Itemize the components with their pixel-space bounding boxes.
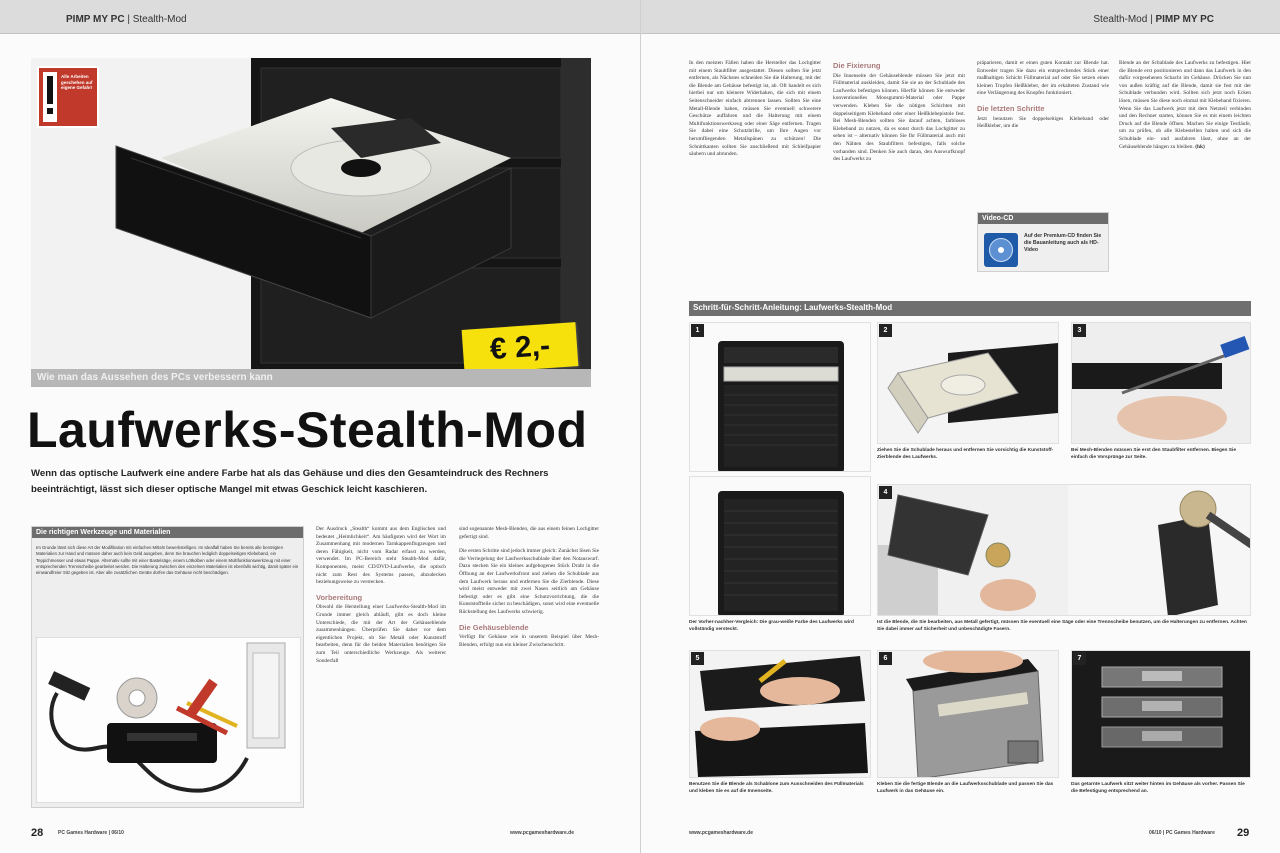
- step-3-photo: [1071, 322, 1251, 444]
- tools-box-text: Im Grunde lässt sich diese Art der Modifikation mit einfachen Mitteln bewerkstelligen. Im Idealfall haben Sie bereits alle benötigten Materialien zur Hand und müssen daher auch kein Geld ausgeben, denn Sie brauchen lediglich doppelseitiges Klebeband, ein Teppichmesser und etwas Pappe. Alternativ sollte mit einer Bastelsäge, einem Lötkolben oder einem Multifunktionswerkzeug mit einer entsprechenden Trennscheibe gearbeitet werden. Die Halterung zwischen den einzelnen Materialien ist ebenfalls wichtig, damit später ein einwandfreier Sitz gegeben ist. Aber alle zusätzlichen Geräte dürfen das Gehäuse nicht beschädigen.: [36, 545, 299, 576]
- case-interior-illustration: [1072, 651, 1251, 778]
- left-footer-url: www.pcgameshardware.de: [510, 830, 575, 836]
- pc-case-before-illustration: [690, 323, 871, 472]
- left-footer-magazine: PC Games Hardware | 06/10: [58, 830, 124, 836]
- step-3-number: 3: [1073, 324, 1086, 337]
- exclamation-icon: [43, 72, 57, 122]
- right-header: Stealth-Mod | PIMP MY PC: [1093, 14, 1214, 25]
- right-footer-url: www.pcgameshardware.de: [689, 830, 754, 836]
- step-1-number: 1: [691, 324, 704, 337]
- right-col1-para: In den meisten Fällen haben die Hersteller das Lochgitter mit einem Staubfilter ausgestattet. Diesen sollten Sie jetzt entfernen, als Nächstes schneiden Sie die Halterung, mit der die Blende am Gehäuse befestigt ist, ab. Oft handelt es sich hierbei nur um kleinere Widerhaken, die sich mit einem Seitenschneider einfach abtrennen lassen. Sollten Sie eine Metall-Blende haben, müssen Sie eventuell schwerere Geschütze auffahren und die Halterung mit einem Multifunktionswerkzeug oder einer Säge entfernen. Tragen Sie dabei eine Schutzbrille, um Ihre Augen vor herumfliegenden Metallspänen zu schützen! Die Schnittkanten sollten Sie anschließend mit Schleifpapier säubern und abrunden.: [689, 60, 821, 158]
- drive-assembly-illustration: [878, 651, 1059, 778]
- step-7-photo: [1071, 650, 1251, 778]
- step-5-number: 5: [691, 652, 704, 665]
- warning-text: Alle Arbeiten geschehen auf eigene Gefahr!: [61, 74, 93, 91]
- drive-tray-illustration: [878, 323, 1059, 444]
- video-cd-title: Video-CD: [978, 213, 1108, 224]
- step-4-photo: [877, 484, 1251, 616]
- cutting-tool-illustration: [878, 485, 1251, 616]
- right-column-1: [689, 60, 821, 166]
- pc-case-after-illustration: [690, 477, 871, 616]
- mesh-filter-illustration: [1072, 323, 1251, 444]
- step-2-number: 2: [879, 324, 892, 337]
- price-label: € 2,-: [488, 328, 552, 367]
- step-2-photo: [877, 322, 1059, 444]
- left-column-1: [316, 526, 446, 672]
- right-col2-subhead: Die Fixierung: [833, 61, 881, 70]
- article-lead: Wenn das optische Laufwerk eine andere Farbe hat als das Gehäuse und dies den Gesamteindruck des Rechners beeinträchtigt, lässt sich dieser optische Mangel mit etwas Geschick leicht kaschieren.: [31, 468, 549, 495]
- hero-drive-illustration: [31, 58, 591, 370]
- tools-box: [31, 526, 304, 808]
- left-col2-para-2: Die ersten Schritte sind jedoch immer gleich: Zunächst lösen Sie die Verriegelung der Laufwerksschublade über den Notauswurf. Dazu stecken Sie ein kleines aufgebogenes Stück Draht in die Öffnung an der Laufwerksfront und ziehen die Schublade aus dem Laufwerk heraus und entfernen Sie die Zierblende. Diese wird meist entweder mit zwei Nasen seitlich am Gehäuse befestigt oder es gibt eine Schutzvorrichtung, die die Kunststoffteile sicher zu beschädigen, sonst wird eine eventuelle Rückstellung des Laufwerks schwierig.: [459, 548, 599, 615]
- right-header-sub: Stealth-Mod: [1093, 14, 1148, 25]
- step-1-photo-after: [689, 476, 871, 616]
- step-7-caption: Das getarnte Laufwerk sitzt weiter hinten im Gehäuse als vorher. Passen Sie die Befestigung entsprechend an.: [1071, 782, 1245, 794]
- right-col3-subhead: Die letzten Schritte: [977, 103, 1045, 113]
- step-4-caption: Ist die Blende, die Sie bearbeiten, aus Metall gefertigt, müssen Sie eventuell eine Säge oder eine Trennscheibe benutzen, um die Halterungen zu entfernen. Achten Sie dabei immer auf Sicherheit und unbeschädigte Fasern.: [877, 620, 1247, 632]
- kicker: Wie man das Aussehen des PCs verbessern kann: [37, 372, 273, 383]
- left-col2-subhead: Die Gehäuseblende: [459, 622, 529, 632]
- left-col1-para-b: Obwohl die Herstellung einer Laufwerks-Stealth-Mod im Grunde immer gleich abläuft, gibt es doch kleine Unterschiede, die mit der Art der Gehäuseblende zusammenhängen. Überprüfen Sie daher vor dem eigentlichen Projekt, ob Sie Metall oder Kunststoff bearbeiten, denn für die beiden Materialien benötigen Sie zum Teil unterschiedliche Werkzeuge. Als weiterer Sonderfall: [316, 604, 446, 664]
- tools-photo: [36, 637, 301, 803]
- left-col1-subhead: Vorbereitung: [316, 592, 363, 602]
- right-column-4: [1119, 60, 1251, 158]
- step-6-caption: Kleben Sie die fertige Blende an die Laufwerksschublade und passen Sie das Laufwerk in das Gehäuse ein.: [877, 782, 1054, 794]
- left-header-sub: Stealth-Mod: [132, 14, 187, 25]
- step-3-caption: Bei Mesh-Blenden müssen Sie erst den Staubfilter entfernen. Biegen Sie einfach die Vorsprünge zur Seite.: [1071, 448, 1236, 460]
- step-7-number: 7: [1073, 652, 1086, 665]
- right-page: [640, 0, 1280, 853]
- step-6-number: 6: [879, 652, 892, 665]
- price-tag: [462, 322, 579, 370]
- right-col2-para: Die Innenseite der Gehäuseblende müssen Sie jetzt mit Füllmaterial auskleiden, damit Sie sie an der Schublade des Laufwerks befestigen können. Hierfür können Sie entweder konventionelles Moosgummi-Material oder Pappe verwenden. Kleben Sie die nötigen Schichten mit doppelseitigem Klebeband oder einer Heißklebepistole fest. Bei Mesh-Blenden sollten Sie darauf achten, farbloses Klebeband zu nutzen, da es sonst durch das Lochgitter zu sehen ist – alternativ können Sie Ihr Füllmaterial auch mit den Nähten des Staubfilters befestigen, falls solche vorhanden sind. Denken Sie auch daran, den Auswurfknopf des Laufwerks zu: [833, 72, 965, 163]
- tools-illustration: [37, 638, 302, 804]
- video-cd-box: [977, 212, 1109, 272]
- end-mark: (hk): [1195, 143, 1205, 150]
- left-header: PIMP MY PC | Stealth-Mod: [66, 14, 187, 25]
- right-column-3: [977, 60, 1109, 138]
- right-column-2: [833, 58, 965, 171]
- warning-badge: [37, 66, 99, 128]
- left-col2-para-1: sind sogenannte Mesh-Blenden, die aus einem feinen Lochgitter gefertigt sind.: [459, 526, 599, 540]
- step-1-photo-before: [689, 322, 871, 472]
- step-1-caption: Der Vorher-nachher-Vergleich: Die grau-weiße Farbe des Laufwerks wird vollständig versteckt.: [689, 620, 854, 632]
- right-col3-para: präparieren, damit er einen guten Kontakt zur Blende hat. Entweder tragen Sie dazu ein entsprechendes Stück einer maßhaltigen Schicht Füllmaterial auf oder Sie setzen einen kleinen Tropfen Heißkleber, der im erkalteten Zustand wie eine Verlängerung des Knopfes funktioniert.: [977, 60, 1109, 97]
- left-page-number: 28: [31, 827, 44, 839]
- steps-title-bar: [689, 301, 1251, 316]
- left-header-section: PIMP MY PC: [66, 14, 125, 25]
- right-col4-para: Blende an der Schublade des Laufwerks zu befestigen. Hier die Blende erst positionieren und dann das Laufwerk in den dafür vorgesehenen Schacht im Gehäuse. Drücken Sie nun von außen kräftig auf die Blende, damit sie fest mit der Schublade verbunden wird. Sollten sich jetzt noch Ecken lösen, müssen Sie diese noch einmal mit Klebeband fixieren. Wenn Sie das Laufwerk jetzt mit dem Netzteil verbinden und den Rechner starten, können Sie es mit einem leichten Druck auf die Blende öffnen. Machen Sie einige Testläufe, um zu prüfen, ob alle Klebestellen halten und sich die Schublade ein- und ausfahren lässt, ohne an der Gehäuseblende hängen zu bleiben. (hk): [1119, 60, 1251, 150]
- left-col2-para-b: Verfügt Ihr Gehäuse wie in unserem Beispiel über Mesh-Blenden, erfolgt nun ein kleiner Zwischenschritt.: [459, 634, 599, 648]
- tools-box-title: Die richtigen Werkzeuge und Materialien: [32, 527, 303, 538]
- step-6-photo: [877, 650, 1059, 778]
- step-2-caption: Ziehen Sie die Schublade heraus und entfernen Sie vorsichtig die Kunststoff-Zierblende des Laufwerks.: [877, 448, 1054, 460]
- right-col3-para-b: Jetzt benutzen Sie doppelseitiges Klebeband oder Heißkleber, um die: [977, 115, 1109, 130]
- step-4-number: 4: [879, 486, 892, 499]
- kicker-bar: [31, 369, 591, 387]
- left-column-2: [459, 526, 599, 656]
- left-col1-para: Der Ausdruck „Stealth“ kommt aus dem Englischen und bedeutet „Heimlichkeit“. Am häufigsten wird der Wort im Zusammenhang mit modernen Tarnkappenflugzeugen und deren Fähigkeit, nicht vom Radar erfasst zu werden, verwendet. Im PC-Bereich steht Stealth-Mod dafür, Komponenten, meist CD/DVD-Laufwerke, die optisch nicht zum Rest des Systems passen, abzudecken beziehungsweise zu verstecken.: [316, 526, 446, 586]
- video-cd-text: Auf der Premium-CD finden Sie die Bauanleitung auch als HD-Video: [1024, 233, 1102, 253]
- hero-photo-drive: [31, 58, 591, 370]
- right-header-section: PIMP MY PC: [1155, 14, 1214, 25]
- cd-icon: [984, 233, 1018, 267]
- template-cutting-illustration: [690, 651, 871, 778]
- right-page-number: 29: [1237, 827, 1250, 839]
- right-footer-magazine: 06/10 | PC Games Hardware: [1149, 830, 1215, 836]
- steps-title: Schritt-für-Schritt-Anleitung: Laufwerks-Stealth-Mod: [693, 303, 893, 312]
- article-title: Laufwerks-Stealth-Mod: [27, 402, 588, 458]
- step-5-photo: [689, 650, 871, 778]
- step-5-caption: Benutzen Sie die Blende als Schablone zum Ausschneiden des Füllmaterials und kleben Sie es auf die Innenseite.: [689, 782, 864, 794]
